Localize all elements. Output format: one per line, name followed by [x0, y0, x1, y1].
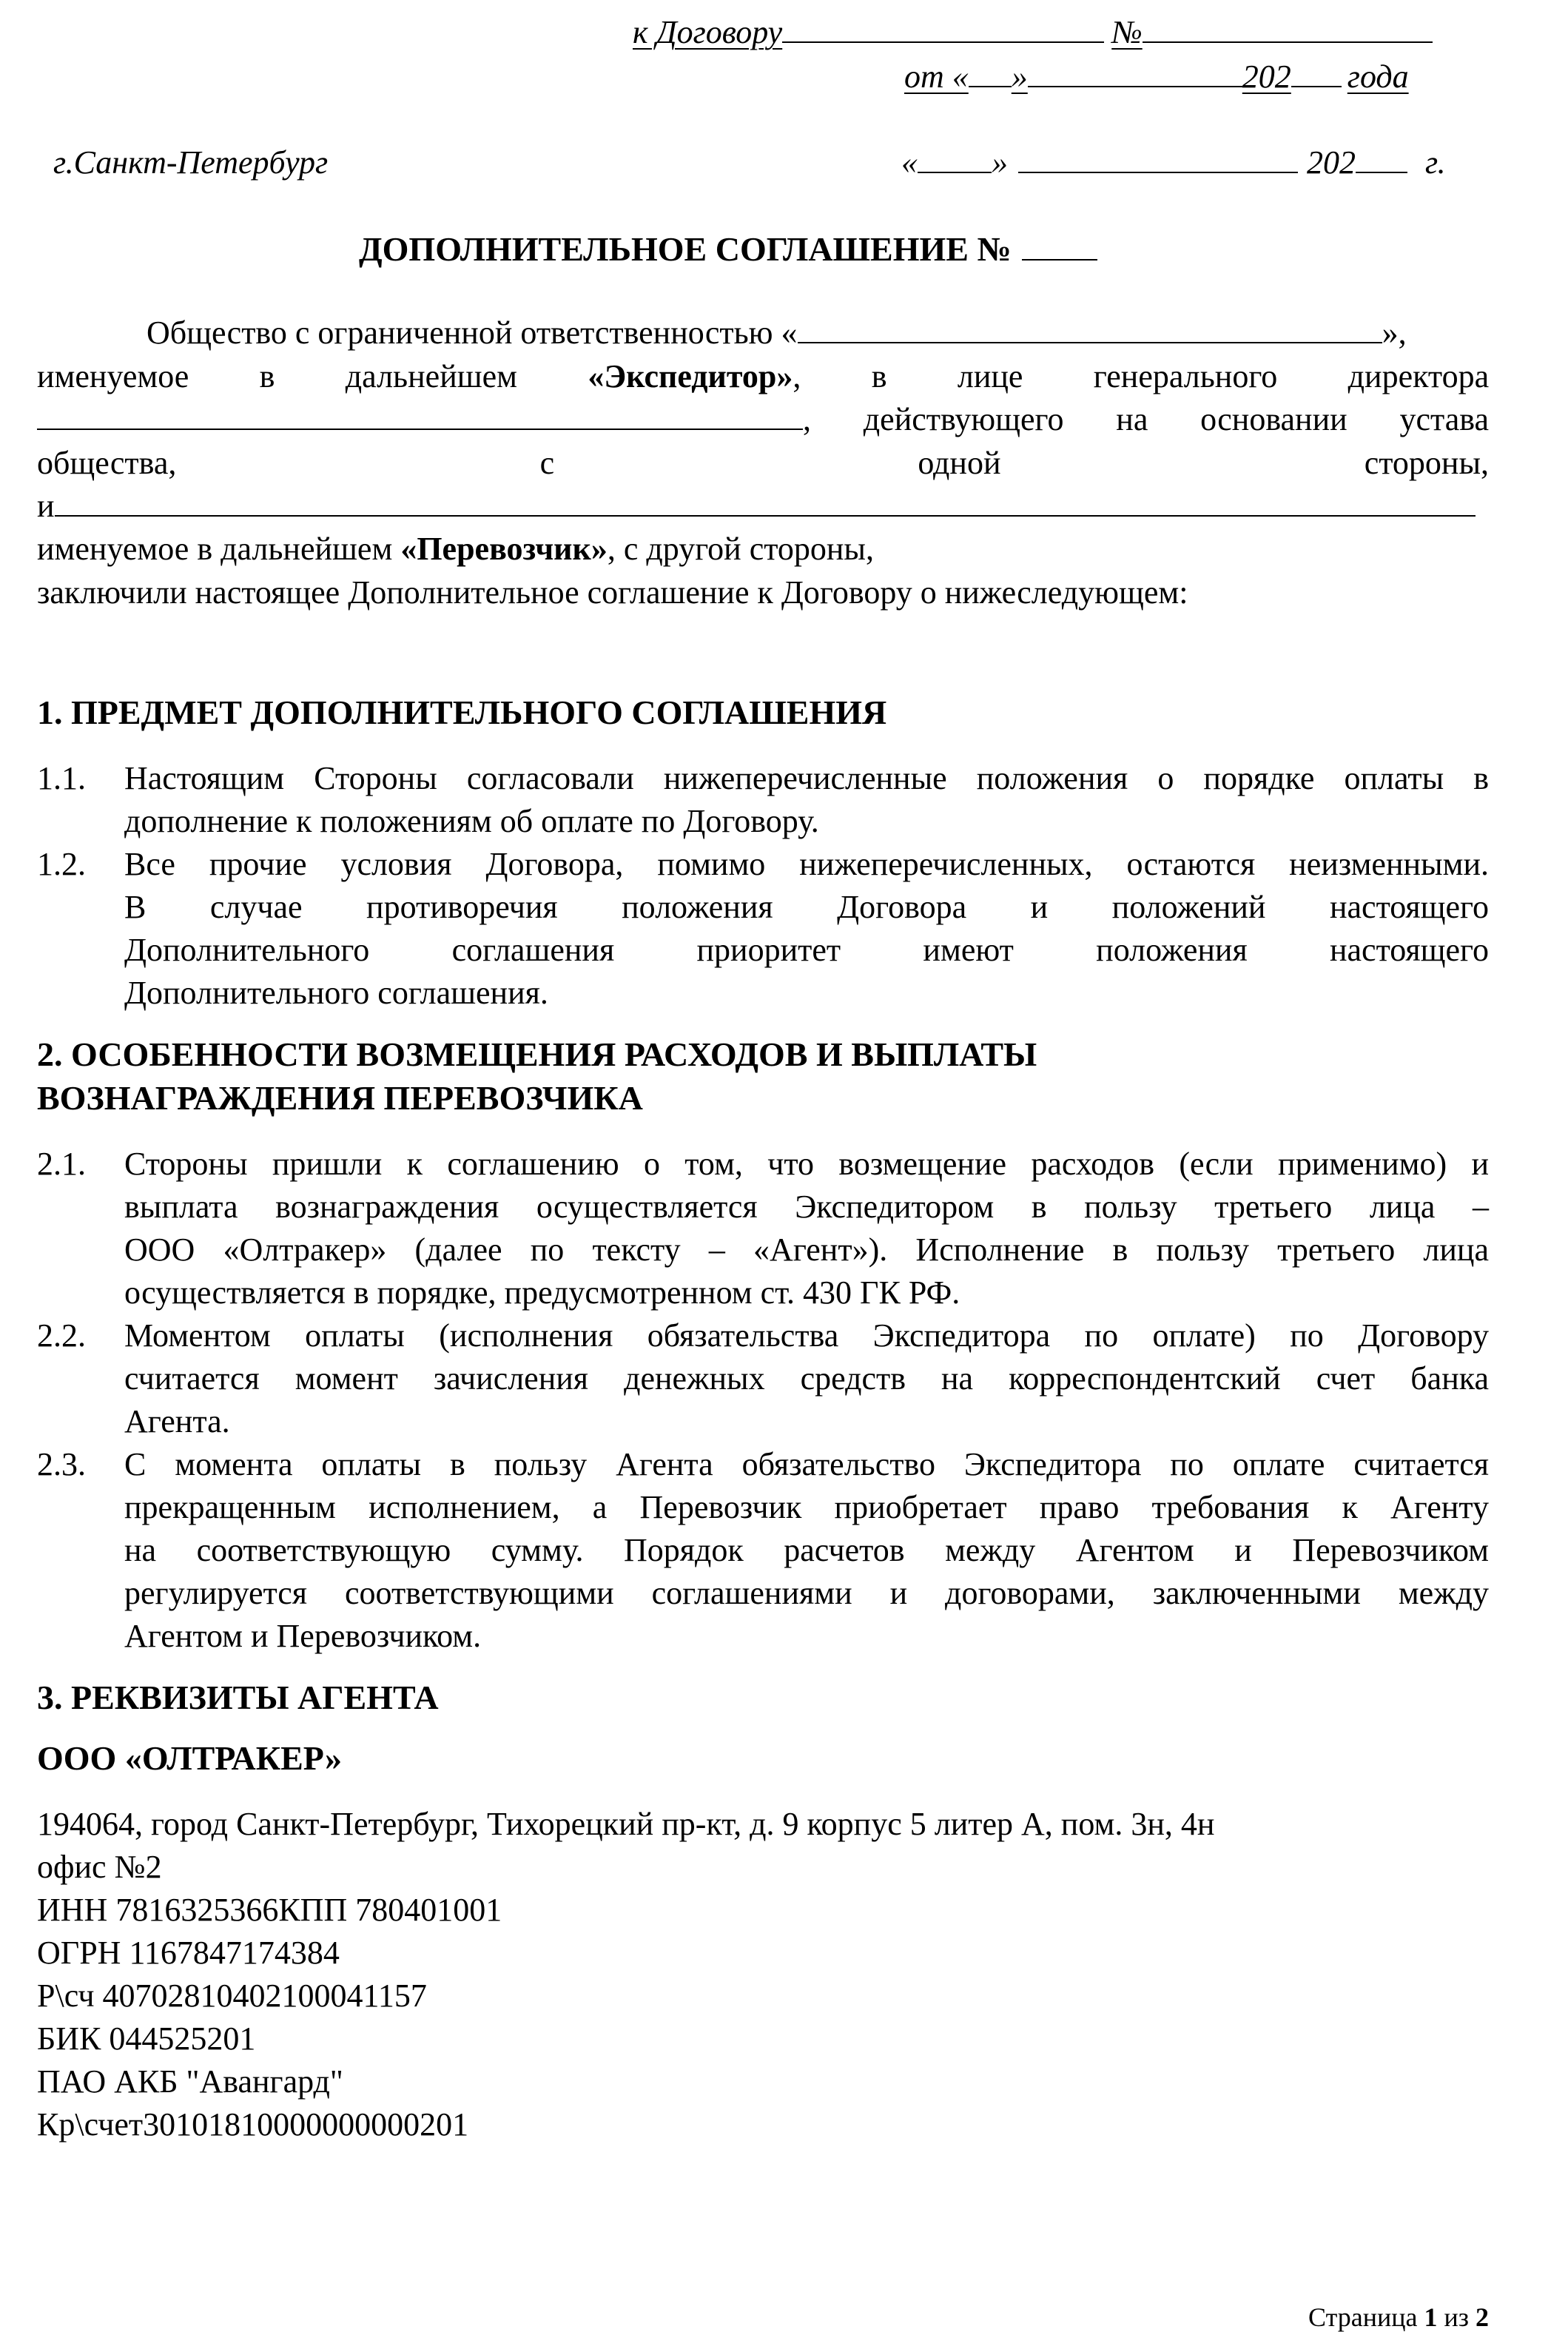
word: настоящего: [1329, 932, 1489, 968]
item-2-1-line: ООО «Олтракер» (далее по тексту – «Агент»). Исполнение в пользу третьего лица: [124, 1231, 1489, 1268]
agent-office: офис №2: [37, 1849, 162, 1885]
item-2-3-line: С момента оплаты в пользу Агента обязательство Экспедитора по оплате считается: [124, 1446, 1489, 1482]
text: , с другой стороны,: [607, 531, 874, 567]
date-quote-close: »: [992, 144, 1008, 181]
word: генерального: [1093, 358, 1278, 394]
contract-number-blank: [1143, 19, 1433, 43]
date-g: г.: [1425, 144, 1446, 181]
item-1-1-line: Настоящим Стороны согласовали нижеперечисленные положения о порядке оплаты в: [124, 760, 1489, 796]
comma: ,: [793, 358, 801, 394]
item-2-2-line: Агента.: [124, 1403, 230, 1439]
agent-bank: ПАО АКБ "Авангард": [37, 2063, 343, 2100]
word: действующего: [863, 401, 1064, 437]
from-close: »: [1011, 58, 1028, 95]
from-label: от «: [904, 58, 969, 95]
item-2-3-line: на соответствующую сумму. Порядок расчетов между Агентом и Перевозчиком: [124, 1532, 1489, 1568]
word: и: [1030, 889, 1049, 925]
section-3-heading: 3. РЕКВИЗИТЫ АГЕНТА: [37, 1679, 439, 1716]
item-2-1-line: выплата вознаграждения осуществляется Экспедитором в пользу третьего лица –: [124, 1189, 1489, 1225]
page-current: 1: [1424, 2302, 1438, 2332]
month-blank: [1028, 64, 1242, 87]
item-1-1-line: дополнение к положениям об оплате по Договору.: [124, 803, 819, 839]
item-2-1-line: осуществляется в порядке, предусмотренном ст. 430 ГК РФ.: [124, 1274, 960, 1311]
word: именуемое: [37, 358, 189, 394]
company-name-blank: [798, 320, 1382, 343]
date-day-blank: [918, 149, 992, 173]
agent-inn-kpp: ИНН 7816325366КПП 780401001: [37, 1892, 502, 1928]
item-2-3-line: прекращенным исполнением, а Перевозчик приобретает право требования к Агенту: [124, 1489, 1489, 1525]
contract-name-blank: [782, 19, 1104, 43]
item-1-2-line: [124, 934, 1489, 967]
word: одной: [918, 445, 1001, 481]
comma: ,: [803, 401, 811, 437]
item-1-2-line: [124, 891, 1489, 924]
item-2-3-number: 2.3.: [37, 1446, 86, 1482]
word: настоящего: [1329, 889, 1489, 925]
item-2-3-line: регулируется соответствующими соглашениями и договорами, заключенными между: [124, 1575, 1489, 1611]
agent-address: 194064, город Санкт-Петербург, Тихорецкий пр-кт, д. 9 корпус 5 литер А, пом. 3н, 4н: [37, 1806, 1215, 1842]
agent-account: Р\сч 40702810402100041157: [37, 1978, 427, 2014]
expeditor-term: [588, 358, 801, 394]
word: случае: [209, 889, 303, 925]
item-2-1-line: Стороны пришли к соглашению о том, что возмещение расходов (если применимо) и: [124, 1146, 1489, 1182]
date-year-blank: [1356, 149, 1407, 173]
word: положений: [1111, 889, 1266, 925]
item-2-2-number: 2.2.: [37, 1317, 86, 1354]
item-2-2-line: Моментом оплаты (исполнения обязательства Экспедитора по оплате) по Договору: [124, 1317, 1489, 1354]
page-total: 2: [1476, 2302, 1489, 2332]
item-1-1-number: 1.1.: [37, 760, 86, 796]
word: директора: [1347, 358, 1490, 394]
item-1-2-line: Дополнительного соглашения.: [124, 975, 548, 1011]
intro-line-4: [37, 447, 1489, 480]
title-number-blank: [1022, 237, 1097, 261]
word: положения: [1096, 932, 1248, 968]
page-of: из: [1444, 2302, 1469, 2332]
page-label: Страница: [1308, 2302, 1418, 2332]
word: на: [1116, 401, 1148, 437]
intro-line-7: заключили настоящее Дополнительное соглашение к Договору о нижеследующем:: [37, 574, 1188, 611]
section-2-heading-line-1: 2. ОСОБЕННОСТИ ВОЗМЕЩЕНИЯ РАСХОДОВ И ВЫПЛАТЫ: [37, 1035, 1037, 1073]
expeditor-bold: «Экспедитор»: [588, 358, 793, 394]
intro-line-1: [147, 317, 1407, 349]
text: именуемое в дальнейшем: [37, 531, 401, 567]
document-title: [359, 232, 1097, 266]
item-2-1-number: 2.1.: [37, 1146, 86, 1182]
word: дальнейшем: [345, 358, 517, 394]
title-text: ДОПОЛНИТЕЛЬНОЕ СОГЛАШЕНИЕ №: [359, 230, 1012, 268]
word: в: [871, 358, 887, 394]
agreement-date: [901, 144, 1446, 181]
word: противоречия: [366, 889, 558, 925]
word: в: [259, 358, 275, 394]
year-suffix: года: [1347, 58, 1409, 95]
agent-corr-account: Кр\счет30101810000000000201: [37, 2106, 469, 2143]
agent-company-name: ООО «ОЛТРАКЕР»: [37, 1739, 343, 1777]
year-blank: [1291, 64, 1342, 87]
word: стороны,: [1364, 445, 1490, 481]
word: приоритет: [696, 932, 841, 968]
word: соглашения: [451, 932, 615, 968]
intro-line-6: [37, 533, 874, 565]
word: лице: [957, 358, 1023, 394]
director-name-blank: [37, 406, 803, 430]
date-month-blank: [1018, 149, 1298, 173]
city: г.Санкт-Петербург: [53, 144, 329, 181]
intro-line-5: [37, 490, 1476, 522]
item-1-2-line: Все прочие условия Договора, помимо нижеперечисленных, остаются неизменными.: [124, 846, 1489, 882]
page-counter: [1308, 2304, 1489, 2331]
year-prefix: 202: [1242, 58, 1291, 95]
item-1-2-number: 1.2.: [37, 846, 86, 882]
item-2-3-line: Агентом и Перевозчиком.: [124, 1618, 482, 1654]
word: с: [539, 445, 555, 481]
contract-date-line: [904, 58, 1409, 95]
date-year: 202: [1307, 144, 1356, 181]
word: основании: [1200, 401, 1347, 437]
word: Договора: [837, 889, 967, 925]
section-2-heading-line-2: ВОЗНАГРАЖДЕНИЯ ПЕРЕВОЗЧИКА: [37, 1079, 643, 1117]
word: имеют: [923, 932, 1014, 968]
word: положения: [622, 889, 773, 925]
to-contract-label: к Договору: [633, 14, 783, 50]
contract-reference-line: [633, 16, 1433, 49]
carrier-bold: «Перевозчик»: [400, 531, 608, 567]
section-1-heading: 1. ПРЕДМЕТ ДОПОЛНИТЕЛЬНОГО СОГЛАШЕНИЯ: [37, 693, 887, 731]
word: В: [124, 889, 147, 925]
day-blank: [969, 64, 1012, 87]
intro-line-3: [37, 403, 1489, 436]
director-name-field: [37, 401, 811, 437]
item-2-2-line: считается момент зачисления денежных средств на корреспондентский счет банка: [124, 1360, 1489, 1397]
word: и: [37, 488, 55, 524]
word: Дополнительного: [124, 932, 370, 968]
carrier-name-blank: [55, 493, 1476, 517]
number-sign: №: [1111, 14, 1143, 50]
word: общества,: [37, 445, 177, 481]
intro-company-label: Общество с ограниченной ответственностью «: [147, 315, 798, 351]
intro-quote-close: »,: [1382, 315, 1407, 351]
intro-line-2: [37, 360, 1489, 393]
word: устава: [1399, 401, 1490, 437]
agent-ogrn: ОГРН 1167847174384: [37, 1935, 340, 1971]
agent-bik: БИК 044525201: [37, 2020, 256, 2057]
date-quote-open: «: [901, 144, 918, 181]
